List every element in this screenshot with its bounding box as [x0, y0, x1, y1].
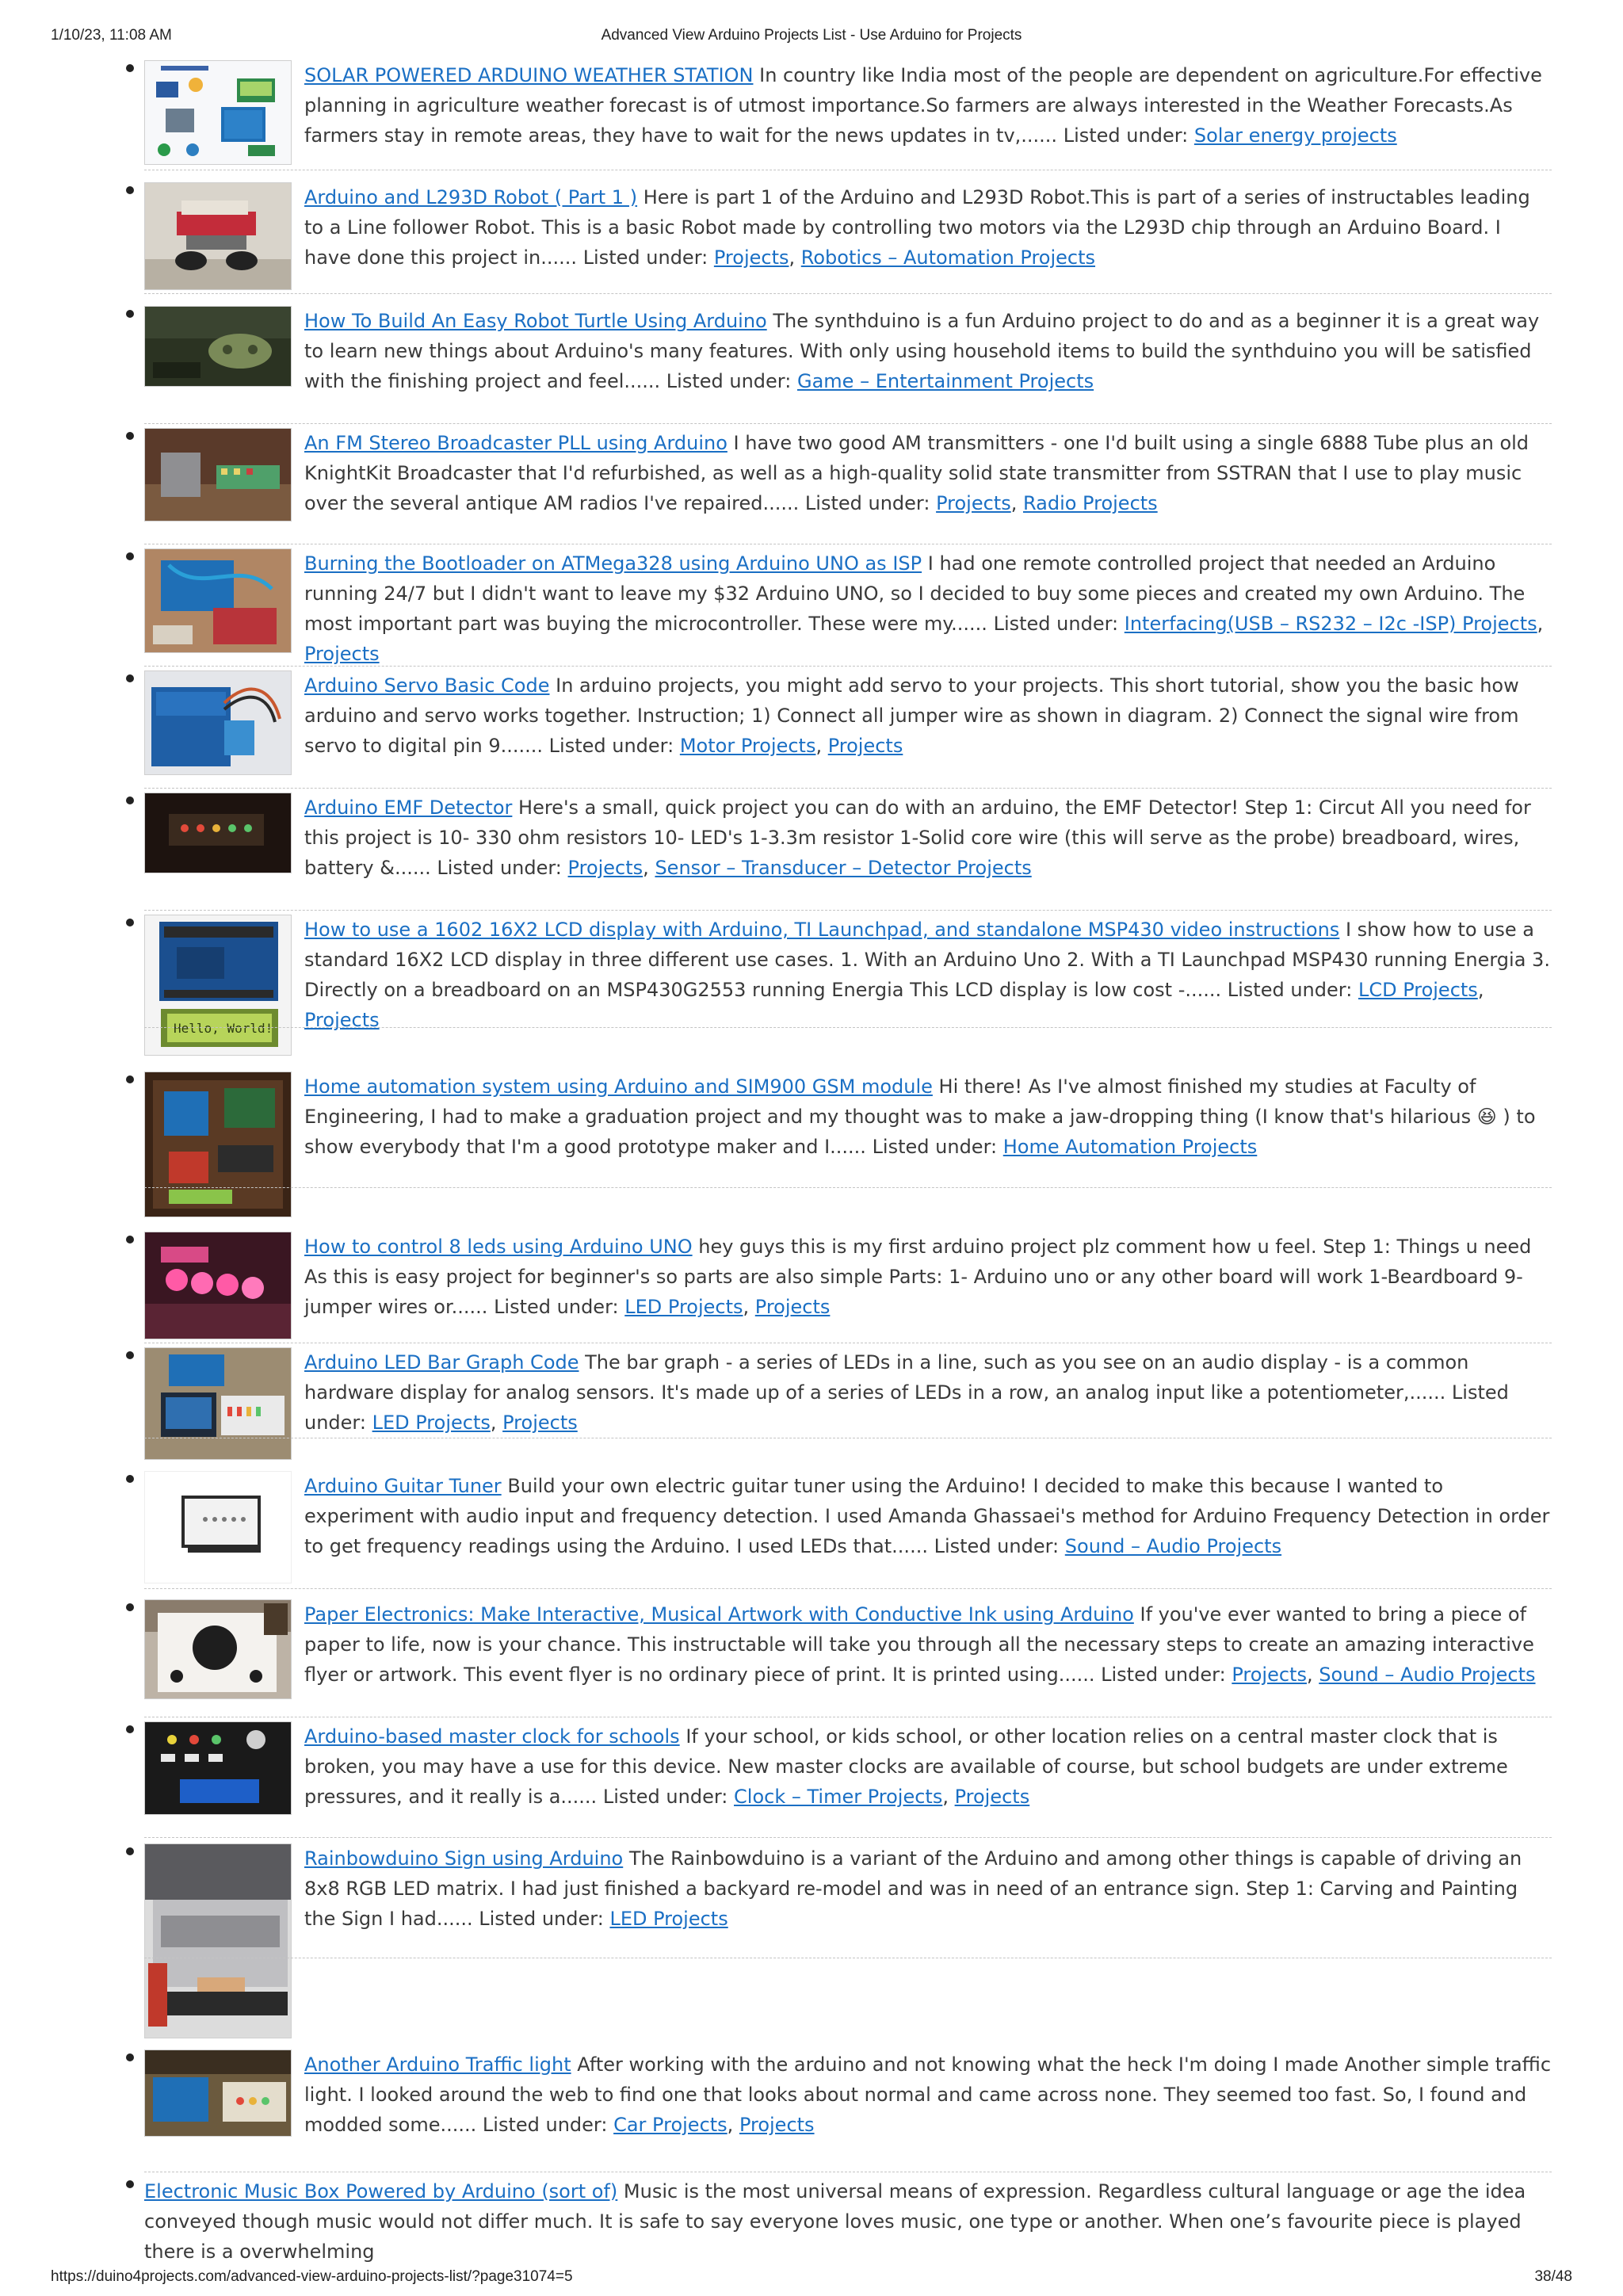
thumbnail[interactable]: [144, 670, 292, 775]
thumbnail[interactable]: [144, 793, 292, 873]
bullet-icon: [126, 2180, 134, 2188]
project-link[interactable]: Arduino Servo Basic Code: [304, 674, 550, 697]
listed-under-label: Listed under:: [304, 1381, 1509, 1434]
solar-weather-station-diagram-icon: [145, 61, 291, 164]
tuner-box-photo-icon: [145, 1472, 291, 1583]
bullet-icon: [126, 552, 134, 560]
entry-text: [304, 1721, 1552, 1812]
comma: ,: [789, 246, 801, 269]
project-description: Here is part 1 of the Arduino and L293D Robot.This is part of a series of instructables leading to a Line follower Robot. This is a basic Robot made by controlling two motors via the L293D chip through an Arduino Board. I have done this project in......: [304, 186, 1530, 269]
entry-text: [304, 915, 1552, 1035]
bullet-icon: [126, 1603, 134, 1611]
category-link[interactable]: LED Projects: [372, 1412, 491, 1434]
category-link[interactable]: Game – Entertainment Projects: [796, 370, 1094, 392]
print-datetime: 1/10/23, 11:08 AM: [51, 27, 172, 44]
category-link[interactable]: Solar energy projects: [1193, 124, 1397, 147]
category-link[interactable]: Projects: [827, 735, 903, 757]
project-description: Hi there! As I've almost finished my studies at Faculty of Engineering, I had to make a graduation project and my thought was to make a jaw-dropping thing (I know that's hilarious 😆 ) to show everybody that I'm a good prototype maker and I......: [304, 1075, 1536, 1158]
listed-under-label: Listed under:: [482, 2114, 608, 2136]
listed-under-label: Listed under:: [494, 1296, 619, 1318]
listed-under-label: Listed under:: [479, 1908, 604, 1930]
paper-speaker-photo-icon: [145, 1600, 291, 1698]
comma: ,: [815, 735, 828, 757]
project-description: Music is the most universal means of expression. Regardless cultural language or age the idea conveyed though music would not differ much. It is safe to say everyone loves music, one type or another. When one’s favourite piece is played there is a overwhelming: [144, 2180, 1526, 2263]
separator: [144, 1027, 1552, 1028]
project-description: After working with the arduino and not knowing what the heck I'm doing I made Another simple traffic light. I looked around the web to find one that looks about normal and came across none. They seemed too fast. So, I found and modded some......: [304, 2053, 1552, 2136]
listed-under-label: Listed under:: [582, 246, 708, 269]
project-description: hey guys this is my first arduino project plz comment how u feel. Step 1: Things u need As this is easy project for beginner's so parts are also simple Parts: 1- Arduino uno or any other board will work 1-Beardboard 9- jumper wires or......: [304, 1236, 1532, 1318]
project-link[interactable]: Rainbowduino Sign using Arduino: [304, 1847, 624, 1870]
thumbnail[interactable]: [144, 915, 292, 1056]
bullet-icon: [126, 186, 134, 194]
thumbnail[interactable]: [144, 1721, 292, 1815]
bullet-icon: [126, 674, 134, 682]
listed-under-label: Listed under:: [804, 492, 930, 514]
print-url: https://duino4projects.com/advanced-view-arduino-projects-list/?page31074=5: [51, 2268, 573, 2285]
circuit-board-photo-icon: [145, 429, 291, 521]
comma: ,: [643, 857, 655, 879]
separator: [144, 1187, 1552, 1188]
project-description: The Rainbowduino is a variant of the Arduino and among other things is capable of driving an 8x8 RGB LED matrix. I had just finished a backyard re-model and was in need of an entrance sign. Step 1: Carving and Painting the Sign I had......: [304, 1847, 1522, 1930]
project-link[interactable]: Arduino and L293D Robot ( Part 1 ): [304, 186, 638, 208]
category-link[interactable]: LED Projects: [624, 1296, 743, 1318]
listed-under-label: Listed under:: [602, 1786, 728, 1808]
separator: [144, 423, 1552, 424]
project-link[interactable]: How To Build An Easy Robot Turtle Using Arduino: [304, 310, 767, 332]
thumbnail[interactable]: [144, 548, 292, 653]
listed-under-label: Listed under:: [548, 735, 674, 757]
listed-under-label: Listed under:: [666, 370, 792, 392]
category-link[interactable]: Projects: [713, 246, 789, 269]
print-footer: [51, 2268, 1572, 2290]
separator: [144, 293, 1552, 294]
project-description: Build your own electric guitar tuner using the Arduino! I decided to make this because I wanted to experiment with audio input and frequency detection. I used Amanda Ghassaei's method for Arduino Frequency Detection in order to get frequency readings using the Arduino. I used LEDs that......: [304, 1475, 1550, 1557]
entry-text: [304, 1072, 1552, 1162]
project-link[interactable]: Arduino Guitar Tuner: [304, 1475, 502, 1497]
entry-text: [304, 1232, 1552, 1322]
thumbnail[interactable]: [144, 1599, 292, 1699]
category-link[interactable]: Car Projects: [613, 2114, 727, 2136]
category-link[interactable]: Radio Projects: [1022, 492, 1158, 514]
bullet-icon: [126, 432, 134, 440]
thumbnail[interactable]: [144, 1843, 292, 2038]
project-link[interactable]: Electronic Music Box Powered by Arduino (sort of): [144, 2180, 618, 2202]
category-link[interactable]: Home Automation Projects: [1002, 1136, 1258, 1158]
bullet-icon: [126, 1847, 134, 1855]
category-link[interactable]: Projects: [1232, 1664, 1307, 1686]
project-description: In arduino projects, you might add servo to your projects. This short tutorial, show you the basic how arduino and servo works together. Instruction; 1) Connect all jumper wire as shown in diagram. 2) Connect the signal wire from servo to digital pin 9.......: [304, 674, 1519, 757]
category-link[interactable]: Projects: [754, 1296, 831, 1318]
project-description: I had one remote controlled project that needed an Arduino running 24/7 but I didn't want to leave my $32 Arduino UNO, so I decided to buy some pieces and created my own Arduino. The most important part was buying the microcontroller. These were my......: [304, 552, 1526, 635]
project-link[interactable]: How to use a 1602 16X2 LCD display with Arduino, TI Launchpad, and standalone MSP430 video instructions: [304, 919, 1340, 941]
entry-text: [304, 60, 1552, 151]
entry-text: [304, 182, 1552, 273]
category-link[interactable]: Projects: [954, 1786, 1030, 1808]
project-link[interactable]: Arduino LED Bar Graph Code: [304, 1351, 579, 1373]
category-link[interactable]: Projects: [304, 1009, 380, 1031]
bullet-icon: [126, 1236, 134, 1244]
category-link[interactable]: LED Projects: [609, 1908, 728, 1930]
category-link[interactable]: Sensor – Transducer – Detector Projects: [655, 857, 1032, 879]
pink-leds-photo-icon: [145, 1232, 291, 1339]
project-link[interactable]: Home automation system using Arduino and SIM900 GSM module: [304, 1075, 933, 1098]
category-link[interactable]: Interfacing(USB – RS232 – I2c -ISP) Projects: [1124, 613, 1537, 635]
entry-text: [304, 793, 1552, 883]
laser-cutter-photo-icon: [145, 1844, 291, 2038]
servo-diagram-icon: [145, 671, 291, 774]
listed-under-label: Listed under:: [872, 1136, 998, 1158]
thumbnail[interactable]: [144, 60, 292, 165]
thumbnail[interactable]: [144, 1072, 292, 1217]
bullet-icon: [126, 2053, 134, 2061]
entry-text: [304, 1843, 1552, 1934]
category-link[interactable]: Projects: [502, 1412, 578, 1434]
project-link[interactable]: Another Arduino Traffic light: [304, 2053, 571, 2076]
thumbnail[interactable]: [144, 306, 292, 387]
traffic-light-photo-icon: [145, 2050, 291, 2136]
separator: [144, 1837, 1552, 1838]
led-dark-photo-icon: [145, 793, 291, 873]
bullet-icon: [126, 919, 134, 926]
thumbnail[interactable]: [144, 2050, 292, 2137]
entry-text: [304, 2050, 1552, 2140]
separator: [144, 1588, 1552, 1589]
project-description: If you've ever wanted to bring a piece of paper to life, now is your chance. This instructable will take you through all the necessary steps to create an amazing interactive flyer or artwork. This event flyer is no ordinary piece of print. It is printed using......: [304, 1603, 1534, 1686]
listed-under-label: Listed under:: [437, 857, 562, 879]
arduino-wiring-photo-icon: [145, 549, 291, 652]
listed-under-label: Listed under:: [993, 613, 1119, 635]
thumbnail[interactable]: [144, 1232, 292, 1339]
comma: ,: [743, 1296, 755, 1318]
entry-text: [304, 1599, 1552, 1690]
entry-text: [304, 306, 1552, 396]
bar-graph-photo-icon: [145, 1348, 291, 1459]
project-link[interactable]: Arduino EMF Detector: [304, 797, 513, 819]
master-clock-photo-icon: [145, 1722, 291, 1814]
category-link[interactable]: Projects: [739, 2114, 815, 2136]
project-description: I show how to use a standard 16X2 LCD display in three different use cases. 1. With an Arduino Uno 2. With a TI Launchpad MSP430 running Energia 3. Directly on a breadboard on an MSP430G2553 running Energia This LCD display is low cost -......: [304, 919, 1550, 1001]
thumbnail[interactable]: [144, 1347, 292, 1460]
lcd-shield-photo-icon: [145, 915, 291, 1055]
category-link[interactable]: Motor Projects: [679, 735, 816, 757]
listed-under-label: Listed under:: [1227, 979, 1353, 1001]
comma: ,: [1306, 1664, 1319, 1686]
home-automation-photo-icon: [145, 1072, 291, 1217]
thumbnail[interactable]: [144, 428, 292, 521]
category-link[interactable]: LCD Projects: [1358, 979, 1478, 1001]
separator: [144, 910, 1552, 911]
bullet-icon: [126, 1725, 134, 1733]
print-page-number: 38/48: [1534, 2268, 1572, 2285]
bullet-icon: [126, 1351, 134, 1359]
comma: ,: [727, 2114, 739, 2136]
entry-text: [304, 1347, 1552, 1438]
listed-under-label: Listed under:: [1063, 124, 1189, 147]
bullet-icon: [126, 1475, 134, 1483]
lcd-screen-text: Hello, World!: [174, 1021, 273, 1036]
category-link[interactable]: Clock – Timer Projects: [734, 1786, 943, 1808]
project-link[interactable]: How to control 8 leds using Arduino UNO: [304, 1236, 693, 1258]
category-link[interactable]: Projects: [936, 492, 1011, 514]
entry-text: [304, 548, 1552, 669]
project-description: If your school, or kids school, or other location relies on a central master clock that is broken, you may have a use for this device. New master clocks are available of course, but school budgets are under extreme pressures, and it really is a......: [304, 1725, 1508, 1808]
separator: [144, 666, 1552, 667]
project-description: The bar graph - a series of LEDs in a line, such as you see on an audio display - is a common hardware display for analog sensors. It's made up of a series of LEDs in a row, an analog input like a potentiometer,......: [304, 1351, 1469, 1404]
entry-text: [304, 670, 1552, 761]
comma: ,: [942, 1786, 955, 1808]
project-link[interactable]: SOLAR POWERED ARDUINO WEATHER STATION: [304, 64, 754, 86]
listed-under-label: Listed under:: [934, 1535, 1060, 1557]
category-link[interactable]: Projects: [567, 857, 643, 879]
bullet-icon: [126, 1075, 134, 1083]
bullet-icon: [126, 64, 134, 72]
separator: [144, 788, 1552, 789]
project-description: In country like India most of the people are dependent on agriculture.For effective planning in agriculture weather forecast is of utmost importance.So farmers are always interested in the Weather Forecasts.As farmers stay in remote areas, they have to wait for the news updates in tv,......: [304, 64, 1542, 147]
project-description: Here's a small, quick project you can do with an arduino, the EMF Detector! Step 1: Circut All you need for this project is 10- 330 ohm resistors 10- LED's 1-3.3m resistor 1-Solid core wire (this will serve as the probe) breadboard, wires, battery &......: [304, 797, 1531, 879]
listed-under-label: Listed under:: [1101, 1664, 1226, 1686]
bullet-icon: [126, 310, 134, 318]
project-description: I have two good AM transmitters - one I'd built using a single 6888 Tube plus an old KnightKit Broadcaster that I'd refurbished, as well as a high-quality solid state transmitter from SSTRAN that I use to play music over the several antique AM radios I've repaired......: [304, 432, 1529, 514]
robot-photo-icon: [145, 183, 291, 289]
project-link[interactable]: Paper Electronics: Make Interactive, Musical Artwork with Conductive Ink using Arduino: [304, 1603, 1134, 1626]
thumbnail[interactable]: [144, 182, 292, 290]
comma: ,: [490, 1412, 503, 1434]
comma: ,: [1537, 613, 1544, 635]
category-link[interactable]: Projects: [304, 643, 380, 665]
project-link[interactable]: An FM Stereo Broadcaster PLL using Arduino: [304, 432, 727, 454]
entry-text: [144, 2176, 1552, 2267]
category-link[interactable]: Robotics – Automation Projects: [800, 246, 1096, 269]
project-link[interactable]: Arduino-based master clock for schools: [304, 1725, 680, 1748]
comma: ,: [1477, 979, 1484, 1001]
project-link[interactable]: Burning the Bootloader on ATMega328 using Arduino UNO as ISP: [304, 552, 922, 575]
comma: ,: [1010, 492, 1023, 514]
entry-text: [304, 1471, 1552, 1561]
print-page-title: Advanced View Arduino Projects List - Use Arduino for Projects: [601, 27, 1022, 44]
category-link[interactable]: Sound – Audio Projects: [1064, 1535, 1282, 1557]
bullet-icon: [126, 797, 134, 804]
project-description: The synthduino is a fun Arduino project to do and as a beginner it is a great way to learn new things about Arduino's many features. With only using household items to build the synthduino you will be satisfied with the finishing project and feel......: [304, 310, 1540, 392]
category-link[interactable]: Sound – Audio Projects: [1319, 1664, 1536, 1686]
game-controller-photo-icon: [145, 307, 291, 386]
thumbnail[interactable]: [144, 1471, 292, 1584]
entry-text: [304, 428, 1552, 518]
